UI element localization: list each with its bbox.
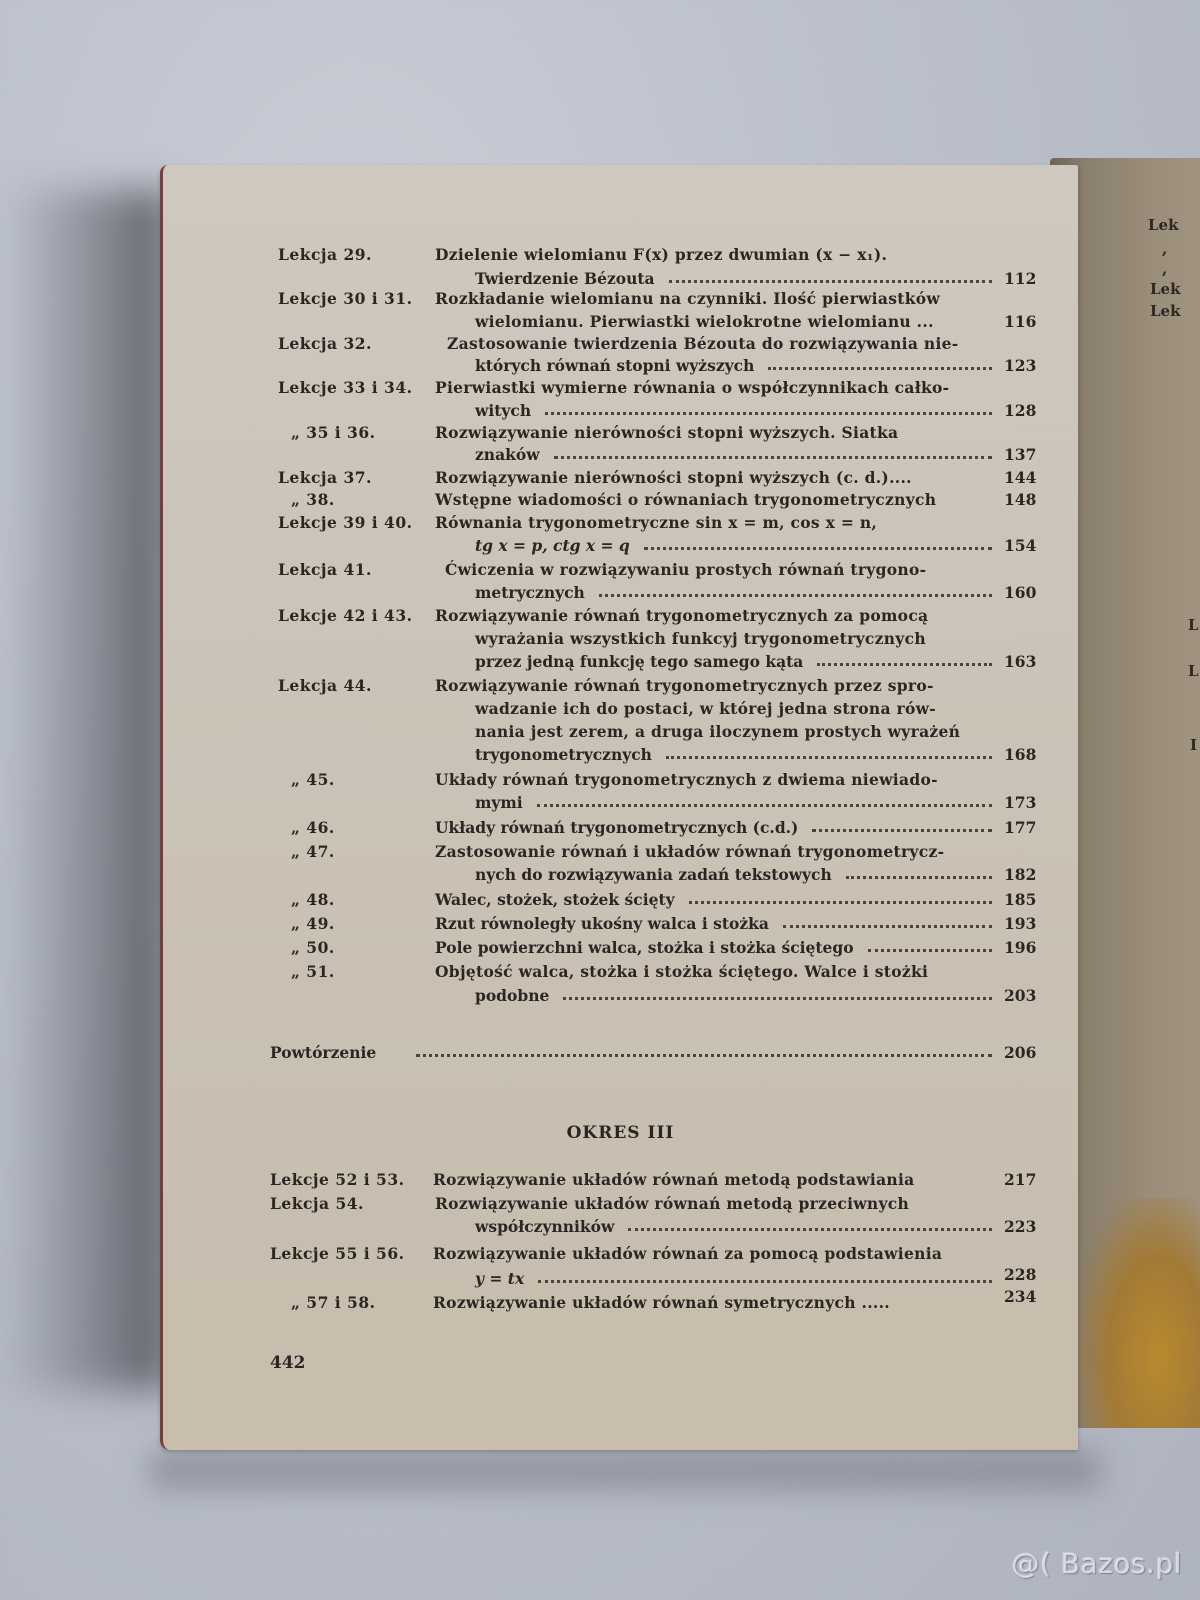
- lesson-label: Lekcje 33 i 34.: [278, 378, 413, 397]
- entry-title: Ćwiczenia w rozwiązywaniu prostych równań trygono-: [445, 560, 927, 579]
- facing-page-fragment: ,: [1162, 260, 1168, 278]
- page-ref: 177: [1004, 818, 1037, 837]
- page-ref: 154: [1004, 536, 1037, 555]
- book-page: [160, 165, 1078, 1450]
- leader-dots: [416, 1043, 992, 1057]
- lesson-label: „ 57 i 58.: [291, 1293, 376, 1312]
- page-ref: 144: [1004, 468, 1037, 487]
- entry-title: metrycznych: [475, 583, 585, 602]
- entry-title: Pierwiastki wymierne równania o współczynnikach całko-: [435, 378, 950, 397]
- leader-dots: [868, 938, 992, 952]
- page-ref: 160: [1004, 583, 1037, 602]
- page-ref: 182: [1004, 865, 1037, 884]
- entry-title: Objętość walca, stożka i stożka ściętego. Walce i stożki: [435, 962, 929, 981]
- lesson-label: „ 47.: [291, 842, 335, 861]
- entry-title: Rozwiązywanie układów równań za pomocą podstawienia: [433, 1244, 943, 1263]
- entry-title: przez jedną funkcję tego samego kąta: [475, 652, 804, 671]
- facing-page-fragment: ,: [1162, 240, 1168, 258]
- leader-dots: [644, 536, 992, 550]
- leader-dots: [628, 1217, 992, 1231]
- page-shadow-bottom: [150, 1450, 1100, 1490]
- entry-title: wielomianu. Pierwiastki wielokrotne wielomianu ...: [475, 312, 934, 331]
- page-ref: 185: [1004, 890, 1037, 909]
- leader-dots: [846, 865, 992, 879]
- entry-title: Pole powierzchni walca, stożka i stożka ściętego: [435, 938, 854, 957]
- entry-title: y = tx: [475, 1269, 525, 1288]
- entry-title: nych do rozwiązywania zadań tekstowych: [475, 865, 832, 884]
- entry-title: Układy równań trygonometrycznych z dwiema niewiado-: [435, 770, 938, 789]
- entry-title: Układy równań trygonometrycznych (c.d.): [435, 818, 799, 837]
- leader-dots: [599, 583, 992, 597]
- entry-title: tg x = p, ctg x = q: [475, 536, 630, 555]
- page-ref: 112: [1004, 269, 1037, 288]
- paper-stain: [1080, 1198, 1200, 1428]
- entry-title: Rozwiązywanie układów równań symetrycznych .....: [433, 1293, 890, 1312]
- lesson-label: Lekcje 30 i 31.: [278, 289, 413, 308]
- entry-title: Rozwiązywanie układów równań metodą przeciwnych: [435, 1194, 910, 1213]
- leader-dots: [537, 793, 992, 807]
- page-ref: 168: [1004, 745, 1037, 764]
- page-ref: 173: [1004, 793, 1037, 812]
- page-ref: 128: [1004, 401, 1037, 420]
- lesson-label: Lekcja 37.: [278, 468, 372, 487]
- lesson-label: Lekcja 29.: [278, 245, 372, 264]
- page-ref: 137: [1004, 445, 1037, 464]
- entry-title: Walec, stożek, stożek ścięty: [435, 890, 675, 909]
- page-ref: 203: [1004, 986, 1037, 1005]
- facing-page-fragment: L: [1188, 616, 1199, 634]
- lesson-label: Lekcje 42 i 43.: [278, 606, 413, 625]
- watermark-logo: @( Bazos.pl: [1011, 1547, 1182, 1580]
- lesson-label: Lekcje 52 i 53.: [270, 1170, 405, 1189]
- page-ref: 116: [1004, 312, 1037, 331]
- lesson-label: Lekcja 32.: [278, 334, 372, 353]
- entry-title: Rozwiązywanie nierówności stopni wyższych (c. d.)....: [435, 468, 912, 487]
- entry-title: Twierdzenie Bézouta: [475, 269, 655, 288]
- lesson-label: „ 38.: [291, 490, 335, 509]
- lesson-label: „ 50.: [291, 938, 335, 957]
- page-ref: 148: [1004, 490, 1037, 509]
- page-ref: 223: [1004, 1217, 1037, 1236]
- leader-dots: [689, 890, 992, 904]
- lesson-label: Lekcja 54.: [270, 1194, 364, 1213]
- entry-title: Równania trygonometryczne sin x = m, cos x = n,: [435, 513, 878, 532]
- entry-title: współczynników: [475, 1217, 615, 1236]
- leader-dots: [538, 1269, 992, 1283]
- entry-title: nania jest zerem, a druga iloczynem prostych wyrażeń: [475, 722, 961, 741]
- facing-page-fragment: L: [1188, 662, 1199, 680]
- facing-page-fragment: I: [1190, 736, 1198, 754]
- page-ref: 206: [1004, 1043, 1037, 1062]
- entry-title: wadzanie ich do postaci, w której jedna strona rów-: [475, 699, 936, 718]
- entry-title: Zastosowanie równań i układów równań trygonometrycz-: [435, 842, 945, 861]
- entry-title: trygonometrycznych: [475, 745, 652, 764]
- page-ref: 234: [1004, 1287, 1037, 1306]
- lesson-label: „ 51.: [291, 962, 335, 981]
- entry-title: których równań stopni wyższych: [475, 356, 755, 375]
- page-ref: 123: [1004, 356, 1037, 375]
- entry-title: wyrażania wszystkich funkcyj trygonometrycznych: [475, 629, 926, 648]
- leader-dots: [545, 401, 992, 415]
- leader-dots: [669, 269, 992, 283]
- page-shadow: [0, 190, 170, 1390]
- lesson-label: „ 49.: [291, 914, 335, 933]
- facing-page-fragment: Lek: [1150, 280, 1181, 298]
- entry-title: Rzut równoległy ukośny walca i stożka: [435, 914, 769, 933]
- lesson-label: Lekcje 39 i 40.: [278, 513, 413, 532]
- leader-dots: [666, 745, 992, 759]
- lesson-label: „ 45.: [291, 770, 335, 789]
- entry-title: Rozwiązywanie układów równań metodą podstawiania: [433, 1170, 915, 1189]
- lesson-label: Lekcje 55 i 56.: [270, 1244, 405, 1263]
- page-ref: 228: [1004, 1265, 1037, 1284]
- entry-title: witych: [475, 401, 532, 420]
- leader-dots: [783, 914, 992, 928]
- facing-page-fragment: Lek: [1150, 302, 1181, 320]
- facing-page-fragment: Lek: [1148, 216, 1179, 234]
- lesson-label: „ 48.: [291, 890, 335, 909]
- entry-title: Rozwiązywanie nierówności stopni wyższych. Siatka: [435, 423, 899, 442]
- leader-dots: [812, 818, 992, 832]
- entry-title: Rozwiązywanie równań trygonometrycznych przez spro-: [435, 676, 934, 695]
- entry-title: Zastosowanie twierdzenia Bézouta do rozwiązywania nie-: [447, 334, 959, 353]
- entry-title: Dzielenie wielomianu F(x) przez dwumian (x − x₁).: [435, 245, 888, 264]
- entry-title: Wstępne wiadomości o równaniach trygonometrycznych: [435, 490, 937, 509]
- lesson-label: Lekcja 44.: [278, 676, 372, 695]
- section-heading: OKRES III: [566, 1123, 675, 1143]
- entry-title: znaków: [475, 445, 540, 464]
- leader-dots: [554, 445, 992, 459]
- leader-dots: [563, 986, 992, 1000]
- review-label: Powtórzenie: [270, 1043, 377, 1062]
- leader-dots: [817, 652, 992, 666]
- page-ref: 163: [1004, 652, 1037, 671]
- page-number: 442: [270, 1353, 306, 1373]
- entry-title: Rozkładanie wielomianu na czynniki. Ilość pierwiastków: [435, 289, 941, 308]
- entry-title: podobne: [475, 986, 550, 1005]
- leader-dots: [768, 356, 992, 370]
- lesson-label: Lekcja 41.: [278, 560, 372, 579]
- entry-title: mymi: [475, 793, 523, 812]
- page-ref: 196: [1004, 938, 1037, 957]
- lesson-label: „ 35 i 36.: [291, 423, 376, 442]
- page-ref: 217: [1004, 1170, 1037, 1189]
- lesson-label: „ 46.: [291, 818, 335, 837]
- entry-title: Rozwiązywanie równań trygonometrycznych za pomocą: [435, 606, 929, 625]
- page-ref: 193: [1004, 914, 1037, 933]
